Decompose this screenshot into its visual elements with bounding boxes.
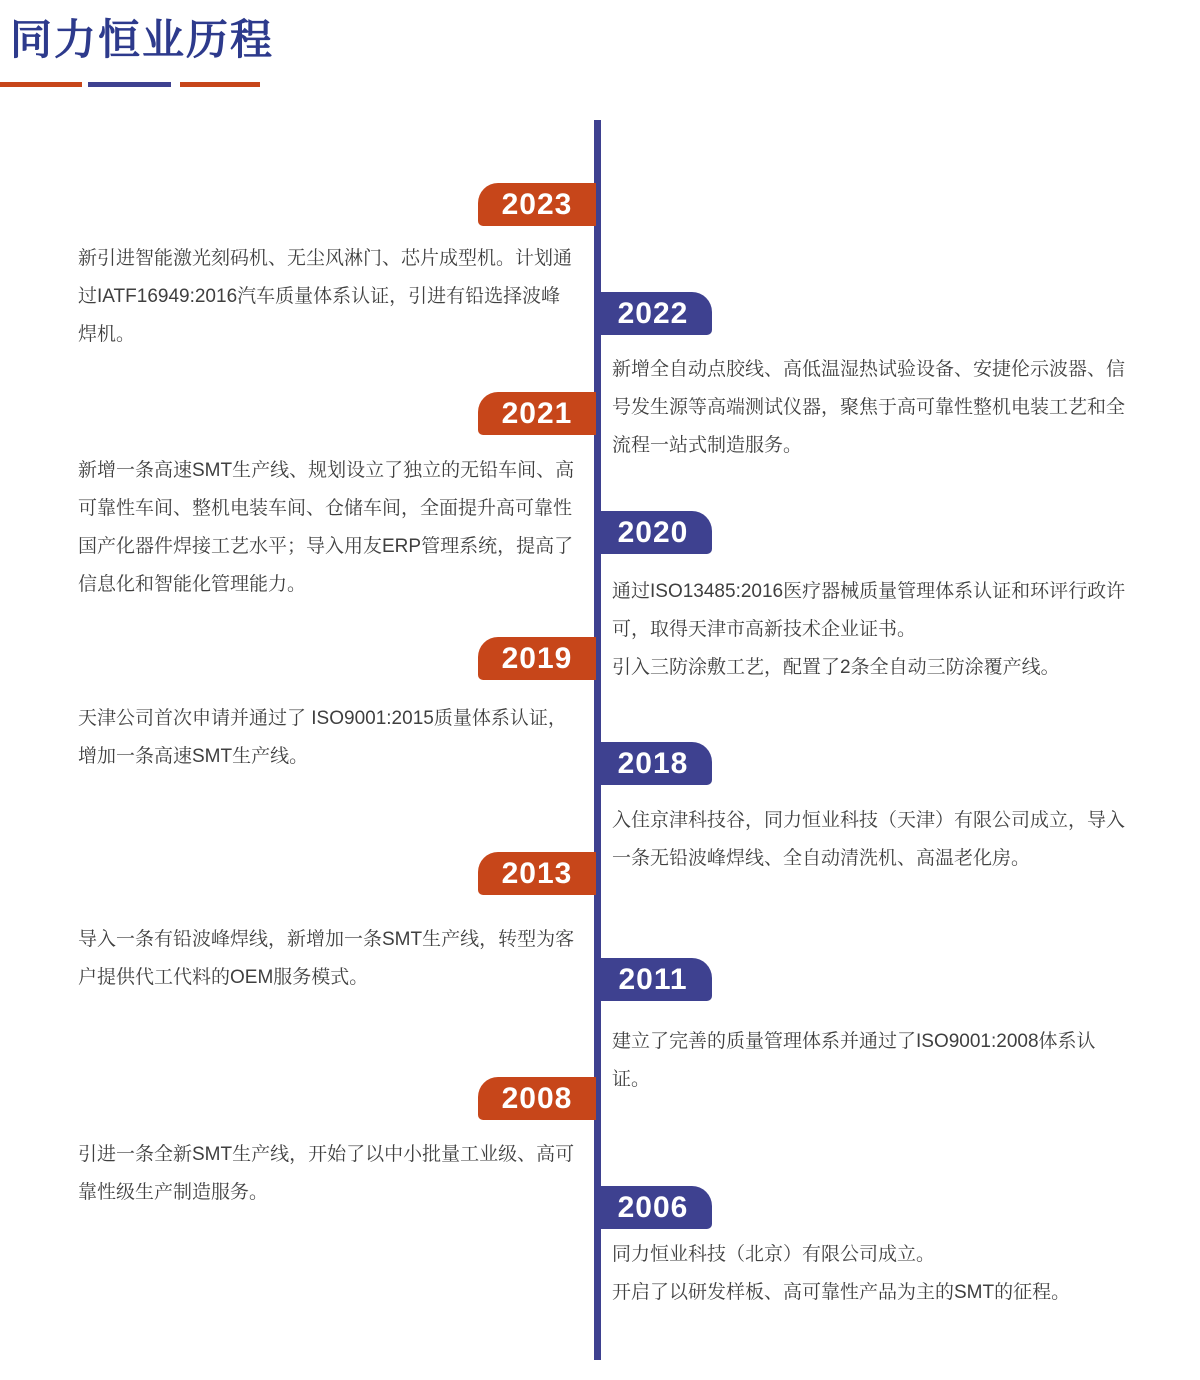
year-badge-2023: 2023: [478, 183, 596, 226]
entry-paragraph: 同力恒业科技（北京）有限公司成立。: [612, 1244, 936, 1265]
entry-text-2013: [78, 921, 578, 997]
year-badge-2022: 2022: [594, 292, 712, 335]
entry-paragraph: 引进一条全新SMT生产线，开始了以中小批量工业级、高可靠性级生产制造服务。: [78, 1144, 575, 1203]
entry-text-2018: [612, 802, 1126, 878]
entry-paragraph: 开启了以研发样板、高可靠性产品为主的SMT的征程。: [612, 1282, 1071, 1303]
year-badge-2019: 2019: [478, 637, 596, 680]
entry-paragraph: 新增全自动点胶线、高低温湿热试验设备、安捷伦示波器、信号发生源等高端测试仪器，聚焦于高可靠性整机电装工艺和全流程一站式制造服务。: [612, 359, 1126, 456]
entry-text-2011: [612, 1023, 1126, 1099]
entry-paragraph: 建立了完善的质量管理体系并通过了ISO9001:2008体系认证。: [612, 1031, 1096, 1090]
year-badge-2011: 2011: [594, 958, 712, 1001]
entry-text-2008: [78, 1136, 578, 1212]
title-divider-segment-purple: [88, 82, 171, 87]
entry-text-2019: [78, 700, 578, 776]
entry-paragraph: 新增一条高速SMT生产线、规划设立了独立的无铅车间、高可靠性车间、整机电装车间、仓储车间，全面提升高可靠性国产化器件焊接工艺水平；导入用友ERP管理系统，提高了信息化和智能化管理能力。: [78, 460, 575, 595]
entry-text-2022: [612, 351, 1126, 465]
entry-paragraph: 入住京津科技谷，同力恒业科技（天津）有限公司成立，导入一条无铅波峰焊线、全自动清洗机、高温老化房。: [612, 810, 1126, 869]
entry-paragraph: 通过ISO13485:2016医疗器械质量管理体系认证和环评行政许可，取得天津市高新技术企业证书。: [612, 581, 1126, 640]
year-badge-2013: 2013: [478, 852, 596, 895]
title-divider-segment-orange-2: [180, 82, 260, 87]
year-badge-2021: 2021: [478, 392, 596, 435]
entry-text-2021: [78, 452, 578, 604]
page-title: 同力恒业历程: [10, 16, 275, 63]
entry-paragraph: 新引进智能激光刻码机、无尘风淋门、芯片成型机。计划通过IATF16949:2016汽车质量体系认证，引进有铅选择波峰焊机。: [78, 248, 573, 345]
year-badge-2006: 2006: [594, 1186, 712, 1229]
entry-text-2023: [78, 240, 578, 354]
year-badge-2018: 2018: [594, 742, 712, 785]
title-divider-segment-orange-1: [0, 82, 82, 87]
entry-text-2020: [612, 573, 1126, 687]
entry-paragraph: 导入一条有铅波峰焊线，新增加一条SMT生产线，转型为客户提供代工代料的OEM服务模式。: [78, 929, 575, 988]
entry-text-2006: [612, 1236, 1126, 1312]
entry-paragraph: 引入三防涂敷工艺，配置了2条全自动三防涂覆产线。: [612, 657, 1060, 678]
year-badge-2008: 2008: [478, 1077, 596, 1120]
entry-paragraph: 天津公司首次申请并通过了 ISO9001:2015质量体系认证，增加一条高速SMT生产线。: [78, 708, 567, 767]
year-badge-2020: 2020: [594, 511, 712, 554]
